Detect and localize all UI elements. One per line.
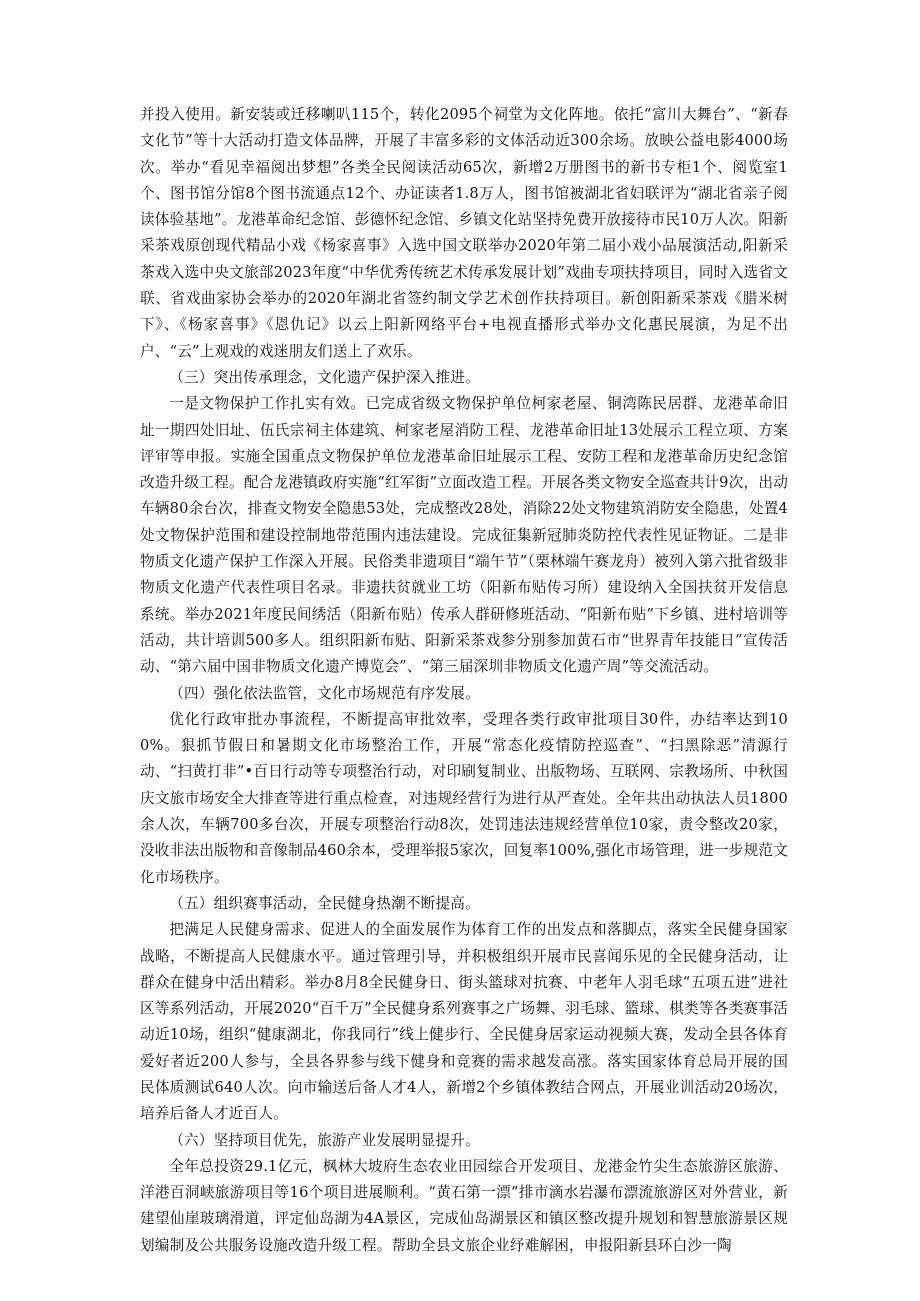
section-heading-heritage: （三）突出传承理念，文化遗产保护深入推进。 xyxy=(169,368,480,386)
paragraph-tourism-projects: 全年总投资29.1亿元，枫林大坡府生态农业田园综合开发项目、龙港金竹尖生态旅游区旅游、洋港百洞峡旅游项目等16个项目进展顺利。“黄石第一漂”排市滴水岩瀑布漂流旅游区对外营业，新建望仙崖玻璃滑道，评定仙岛湖为4A景区，完成仙岛湖景区和镇区整改提升规划和智慧旅游景区规划编制及公共服务设施改造升级工程。帮助全县文旅企业纾难解困，申报阳新县环白沙一陶 xyxy=(140,1157,788,1254)
section-heading-market-regulation: （四）强化依法监管，文化市场规范有序发展。 xyxy=(169,684,480,702)
paragraph-market-regulation: 优化行政审批办事流程，不断提高审批效率，受理各类行政审批项目30件，办结率达到100%。狠抓节假日和暑期文化市场整治工作，开展“常态化疫情防控巡查”、“扫黑除恶”清源行动、“扫黄打非”•百日行动等专项整治行动，对印刷复制业、出版物场、互联网、宗教场所、中秋国庆文旅市场安全大排查等进行重点检查，对违规经营行为进行从严查处。全年共出动执法人员1800余人次，车辆700多台次，开展专项整治行动8次，处罚违法违规经营单位10家，责令整改20家，没收非法出版物和音像制品460余本，受理举报5家次，回复率100%,强化市场管理，进一步规范文化市场秩序。 xyxy=(140,710,788,886)
paragraph-heritage-protection: 一是文物保护工作扎实有效。已完成省级文物保护单位柯家老屋、铜湾陈民居群、龙港革命旧址一期四处旧址、伍氏宗祠主体建筑、柯家老屋消防工程、龙港革命旧址13处展示工程立项、方案评审等申报。实施全国重点文物保护单位龙港革命旧址展示工程、安防工程和龙港革命历史纪念馆改造升级工程。配合龙港镇政府实施“红军街”立面改造工程。开展各类文物安全巡查共计9次，出动车辆80余台次，排查文物安全隐患53处，完成整改28处，消除22处文物建筑消防安全隐患，处置4处文物保护范围和建设控制地带范围内违法建设。完成征集新冠肺炎防控代表性见证物证。二是非物质文化遗产保护工作深入开展。民俗类非遗项目“端午节”（栗林端午赛龙舟）被列入第六批省级非物质文化遗产代表性项目名录。非遗扶贫就业工坊（阳新布贴传习所）建设纳入全国扶贫开发信息系统。举办2021年度民间绣活（阳新布贴）传承人群研修班活动、“阳新布贴”下乡镇、进村培训等活动，共计培训500多人。组织阳新布贴、阳新采茶戏参分别参加黄石市“世界青年技能日”宣传活动、“第六届中国非物质文化遗产博览会”、“第三届深圳非物质文化遗产周”等交流活动。 xyxy=(140,395,788,676)
paragraph-cultural-activities: 并投入使用。新安装或迁移喇叭115个，转化2095个祠堂为文化阵地。依托“富川大舞台”、“新春文化节”等十大活动打造文体品牌，开展了丰富多彩的文体活动近300余场。放映公益电影4000场次。举办“看见幸福阅出梦想”各类全民阅读活动65次，新增2万册图书的新书专柜1个、阅览室1个、图书馆分馆8个图书流通点12个、办证读者1.8万人，图书馆被湖北省妇联评为“湖北省亲子阅读体验基地”。龙港革命纪念馆、彭德怀纪念馆、乡镇文化站坚持免费开放接待市民10万人次。阳新采茶戏原创现代精品小戏《杨家喜事》入选中国文联举办2020年第二届小戏小品展演活动,阳新采茶戏入选中央文旅部2023年度“中华优秀传统艺术传承发展计划”戏曲专项扶持项目，同时入选省文联、省戏曲家协会举办的2020年湖北省签约制文学艺术创作扶持项目。新创阳新采茶戏《腊米树下》、《杨家喜事》《恩仇记》以云上阳新网络平台+电视直播形式举办文化惠民展演，为足不出户、“云”上观戏的戏迷朋友们送上了欢乐。 xyxy=(140,106,788,360)
section-heading-fitness: （五）组织赛事活动，全民健身热潮不断提高。 xyxy=(169,894,480,912)
paragraph-fitness-activities: 把满足人民健身需求、促进人的全面发展作为体育工作的出发点和落脚点，落实全民健身国家战略，不断提高人民健康水平。通过管理引导，并积极组织开展市民喜闻乐见的全民健身活动，让群众在健身中活出精彩。举办8月8全民健身日、街头篮球对抗赛、中老年人羽毛球“五项五进”进社区等系列活动，开展2020“百千万”全民健身系列赛事之广场舞、羽毛球、篮球、棋类等各类赛事活动近10场，组织“健康湖北，你我同行”线上健步行、全民健身居家运动视频大赛，发动全县各体育爱好者近200人参与，全县各界参与线下健身和竞赛的需求越发高涨。落实国家体育总局开展的国民体质测试640人次。向市输送后备人才4人，新增2个乡镇体教结合网点，开展业训活动20场次，培养后备人才近百人。 xyxy=(140,921,788,1123)
section-heading-tourism: （六）坚持项目优先，旅游产业发展明显提升。 xyxy=(169,1131,480,1149)
